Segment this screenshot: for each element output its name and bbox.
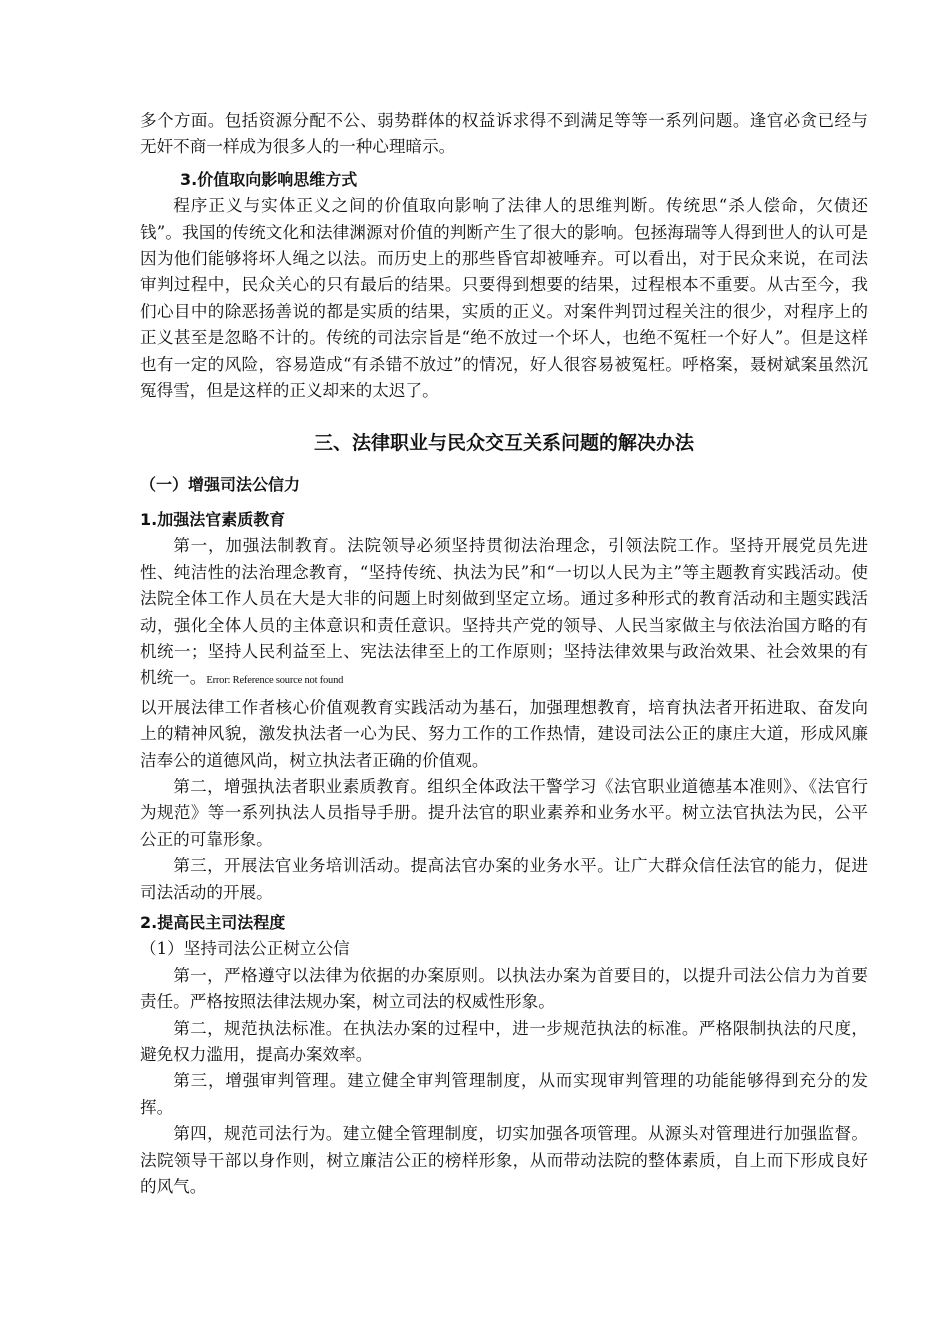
paragraph-professional-quality: 第二，增强执法者职业素质教育。组织全体政法干警学习《法官职业道德基本准则》、《法官行为规范》等一系列执法人员指导手册。提升法官的职业素养和业务水平。树立法官执法为民，公平公正的可靠形象。 — [140, 776, 868, 849]
paragraph-enforcement-standards: 第二，规范执法标准。在执法办案的过程中，进一步规范执法的标准。严格限制执法的尺度，避免权力滥用，提高办案效率。 — [140, 1018, 868, 1064]
document-page — [140, 108, 868, 1200]
subheading-judicial-fairness: （1）坚持司法公正树立公信 — [140, 939, 350, 959]
reference-error-note: Error: Reference source not found — [206, 675, 344, 687]
subheading-democratic-justice: 2.提高民主司法程度 — [140, 912, 286, 932]
paragraph-law-education-text: 第一，加强法制教育。法院领导必须坚持贯彻法治理念，引领法院工作。坚持开展党员先进性、纯洁性的法治理念教育，“坚持传统、执法为民”和“一切以人民为主”等主题教育实践活动。使法院全体工作人员在大是大非的问题上时刻做到坚定立场。通过多种形式的教育活动和主题实践活动，强化全体人员的主体意识和责任意识。坚持共产党的领导、人民当家做主与依法治国方略的有机统一；坚持人民利益至上、宪法法律至上的工作原则；坚持法律效果与政治效果、社会效果的有机统一。 — [140, 536, 868, 688]
paragraph-top: 多个方面。包括资源分配不公、弱势群体的权益诉求得不到满足等等一系列问题。逢官必贪已经与无奸不商一样成为很多人的一种心理暗示。 — [140, 111, 868, 157]
paragraph-law-based-cases: 第一，严格遵守以法律为依据的办案原则。以执法办案为首要目的，以提升司法公信力为首要责任。严格按照法律法规办案，树立司法的权威性形象。 — [140, 965, 868, 1012]
heading-values-thinking: 3.价值取向影响思维方式 — [180, 169, 358, 189]
subheading-judge-education: 1.加强法官素质教育 — [140, 509, 286, 529]
paragraph-law-education — [140, 533, 868, 774]
paragraph-training: 第三，开展法官业务培训活动。提高法官办案的业务水平。让广大群众信任法官的能力，促进司法活动的开展。 — [140, 856, 868, 902]
paragraph-values: 程序正义与实体正义之间的价值取向影响了法律人的思维判断。传统思“杀人偿命，欠债还钱”。我国的传统文化和法律渊源对价值的判断产生了很大的影响。包拯海瑞等人得到世人的认可是因为他们能够将坏人绳之以法。而历史上的那些昏官却被唾弃。可以看出，对于民众来说，在司法审判过程中，民众关心的只有最后的结果。只要得到想要的结果，过程根本不重要。从古至今，我们心目中的除恶扬善说的都是实质的结果，实质的正义。对案件判罚过程关注的很少，对程序上的正义甚至是忽略不计的。传统的司法宗旨是“绝不放过一个坏人，也绝不冤枉一个好人”。但是这样也有一定的风险，容易造成“有杀错不放过”的情况，好人很容易被冤枉。呼格案，聂树斌案虽然沉冤得雪，但是这样的正义却来的太迟了。 — [140, 196, 868, 401]
chapter-title: 三、法律职业与民众交互关系问题的解决办法 — [313, 432, 694, 455]
section-heading-credibility: （一）增强司法公信力 — [140, 475, 301, 495]
paragraph-judicial-conduct: 第四，规范司法行为。建立健全管理制度，切实加强各项管理。从源头对管理进行加强监督。法院领导干部以身作则，树立廉洁公正的榜样形象，从而带动法院的整体素质，自上而下形成良好的风气。 — [140, 1124, 868, 1197]
paragraph-trial-management: 第三，增强审判管理。建立健全审判管理制度，从而实现审判管理的功能能够得到充分的发挥。 — [140, 1071, 868, 1117]
paragraph-law-education-continued: 以开展法律工作者核心价值观教育实践活动为基石，加强理想教育，培育执法者开拓进取、奋发向上的精神风貌，激发执法者一心为民、努力工作的工作热情，建设司法公正的康庄大道，形成风廉洁奉公的道德风尚，树立执法者正确的价值观。 — [140, 697, 868, 770]
